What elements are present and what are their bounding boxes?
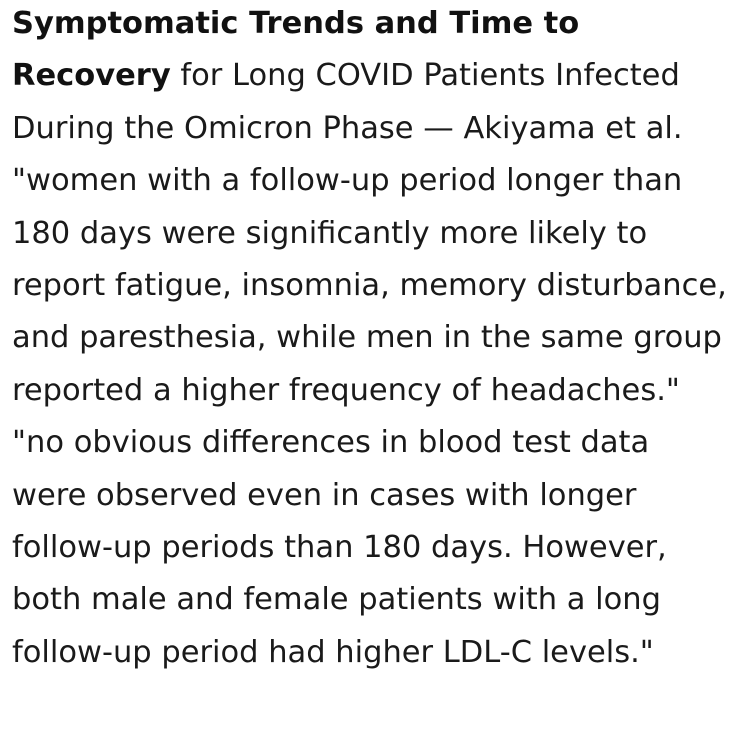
- quote-blood-tests: "no obvious differences in blood test data were observed even in cases with longer follow-up periods than 180 days. However, both male and female patients with a long follow-up period had higher LDL-C levels.": [12, 425, 667, 670]
- quote-sex-differences: "women with a follow-up period longer than 180 days were significantly more likely to report fatigue, insomnia, memory disturbance, and paresthesia, while men in the same group reported a higher frequency of headaches.": [12, 163, 727, 408]
- article-title: Symptomatic Trends and Time to Recovery: [12, 6, 580, 94]
- article-title-rest: for Long COVID Patients Infected During the Omicron Phase — Akiyama et al.: [12, 58, 683, 146]
